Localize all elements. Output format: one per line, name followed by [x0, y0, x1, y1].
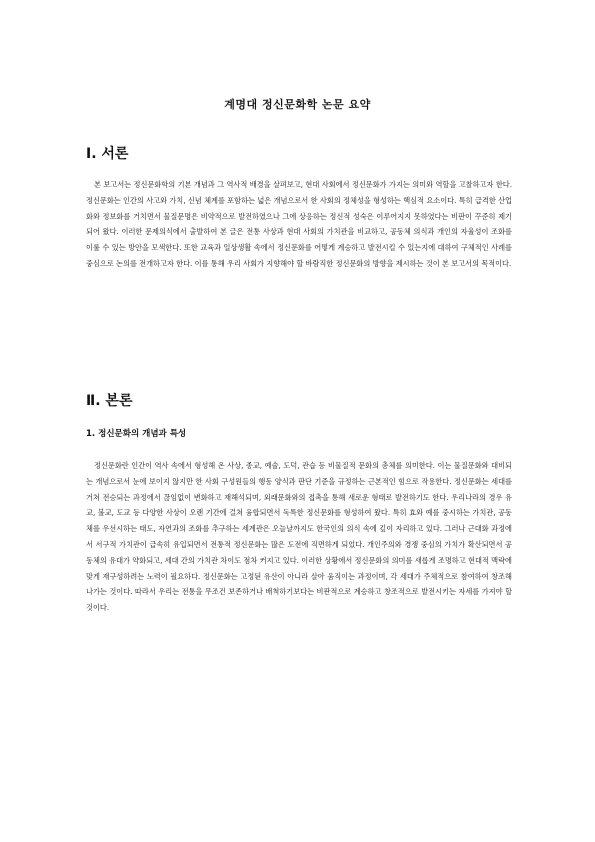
- document-title: 계명대 정신문화학 논문 요약: [224, 98, 371, 111]
- body-subheading: 1. 정신문화의 개념과 특성: [86, 429, 187, 439]
- introduction-paragraph: 본 보고서는 정신문화학의 기본 개념과 그 역사적 배경을 살펴보고, 현대 사회에서 정신문화가 가지는 의미와 역할을 고찰하고자 한다. 정신문화는 인간의 사고와 가치, 신념 체계를 포함하는 넓은 개념으로서 한 사회의 정체성을 형성하는 핵심적 요소이다. 특히 급격한 산업화와 정보화를 거치면서 물질문명은 비약적으로 발전하였으나 그에 상응하는 정신적 성숙은 이루어지지 못하였다는 비판이 꾸준히 제기되어 왔다. 이러한 문제의식에서 출발하여 본 글은 전통 사상과 현대 사회의 가치관을 비교하고, 공동체 의식과 개인의 자율성이 조화를 이룰 수 있는 방안을 모색한다. 또한 교육과 일상생활 속에서 정신문화를 어떻게 계승하고 발전시킬 수 있는지에 대하여 구체적인 사례를 중심으로 논의를 전개하고자 한다. 이를 통해 우리 사회가 지향해야 할 바람직한 정신문화의 방향을 제시하는 것이 본 보고서의 목적이다.: [86, 180, 512, 268]
- section-heading-introduction: Ⅰ. 서론: [86, 146, 129, 162]
- section-heading-body: Ⅱ. 본론: [86, 393, 133, 409]
- body-paragraph: 정신문화란 인간이 역사 속에서 형성해 온 사상, 종교, 예술, 도덕, 관습 등 비물질적 문화의 총체를 의미한다. 이는 물질문화와 대비되는 개념으로서 눈에 보이지 않지만 한 사회 구성원들의 행동 양식과 판단 기준을 규정하는 근본적인 힘으로 작용한다. 정신문화는 세대를 거쳐 전승되는 과정에서 끊임없이 변화하고 재해석되며, 외래문화와의 접촉을 통해 새로운 형태로 발전하기도 한다. 우리나라의 경우 유교, 불교, 도교 등 다양한 사상이 오랜 기간에 걸쳐 융합되면서 독특한 정신문화를 형성하여 왔다. 특히 효와 예를 중시하는 가치관, 공동체를 우선시하는 태도, 자연과의 조화를 추구하는 세계관은 오늘날까지도 한국인의 의식 속에 깊이 자리하고 있다. 그러나 근대화 과정에서 서구적 가치관이 급속히 유입되면서 전통적 정신문화는 많은 도전에 직면하게 되었다. 개인주의와 경쟁 중심의 가치가 확산되면서 공동체의 유대가 약화되고, 세대 간의 가치관 차이도 점차 커지고 있다. 이러한 상황에서 정신문화의 의미를 새롭게 조명하고 현대적 맥락에 맞게 재구성하려는 노력이 필요하다. 정신문화는 고정된 유산이 아니라 살아 움직이는 과정이며, 각 세대가 주체적으로 참여하여 창조해 나가는 것이다. 따라서 우리는 전통을 무조건 보존하거나 배척하기보다는 비판적으로 계승하고 창조적으로 발전시키는 자세를 가져야 할 것이다.: [86, 461, 512, 613]
